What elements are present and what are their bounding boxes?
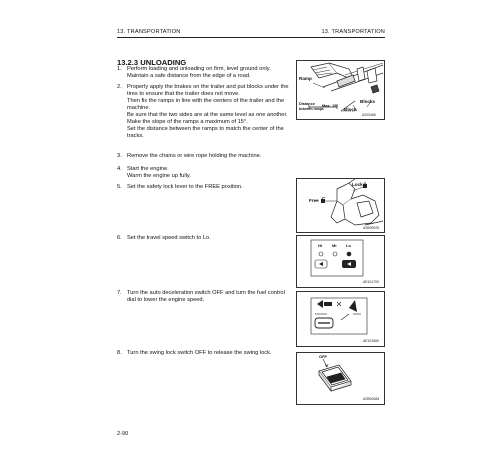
step-line: Set the safety lock lever to the FREE position.	[127, 184, 243, 190]
label-free: Free	[309, 198, 319, 203]
label-ramp: Ramp	[299, 76, 312, 81]
step-number: 5.	[117, 184, 122, 190]
lock-padlock-icon	[363, 184, 367, 188]
step-text	[127, 153, 261, 160]
auto-decel-panel	[297, 292, 384, 346]
hi-lamp-icon	[319, 252, 323, 256]
header-right: 13. TRANSPORTATION	[321, 29, 385, 35]
step-text	[127, 290, 285, 304]
step-number: 6.	[117, 235, 122, 241]
page-header	[117, 27, 385, 37]
header-rule	[117, 37, 385, 38]
figure-code: AE101700	[363, 280, 379, 284]
step-line: Turn the auto deceleration switch OFF and turn the fuel control	[127, 290, 285, 296]
step-line: Maintain a safe distance from the edge of a road.	[127, 73, 251, 79]
step-text	[127, 184, 243, 191]
lo-lamp-icon	[347, 252, 351, 256]
label-between-ramps: between ramps	[299, 107, 324, 111]
step-number: 1.	[117, 66, 122, 72]
figure-swing-lock-switch	[296, 352, 385, 405]
step-line: Set the travel speed switch to Lo.	[127, 235, 211, 241]
lock-lever-illustration	[297, 179, 384, 232]
header-left: 13. TRANSPORTATION	[117, 29, 181, 35]
decel-symbol-icon	[317, 300, 323, 308]
step-number: 3.	[117, 153, 122, 159]
step-text	[127, 84, 289, 140]
section-title: 13.2.3 UNLOADING	[117, 58, 187, 67]
figure-travel-speed-switch	[296, 235, 385, 288]
step-number: 4.	[117, 166, 122, 172]
step-line: machine.	[127, 105, 151, 111]
label-max-slope: Max. 15°	[322, 103, 339, 108]
label-lock: Lock	[352, 182, 363, 187]
step-line: Properly apply the brakes on the trailer and put blocks under the	[127, 84, 289, 90]
page-number: 2-90	[117, 431, 129, 437]
figure-code: &SB00384	[363, 397, 380, 401]
step-number: 8.	[117, 350, 122, 356]
figure-code: &SB00920	[363, 226, 380, 230]
figure-code: AE101560	[363, 339, 379, 343]
step-line: tracks.	[127, 133, 144, 139]
step-text	[127, 66, 271, 80]
step-line: Then fix the ramps in line with the centers of the trailer and the	[127, 98, 285, 104]
label-hi: Hi	[318, 243, 322, 248]
label-distance: Distance	[299, 102, 315, 106]
label-lo: Lo	[346, 243, 351, 248]
step-line: tires to ensure that the trailer does not move.	[127, 91, 240, 97]
figure-code: &200468	[362, 113, 376, 117]
fuel-dial-icon	[349, 300, 357, 312]
step-number: 7.	[117, 290, 122, 296]
mi-lamp-icon	[333, 252, 337, 256]
step-line: Start the engine.	[127, 166, 169, 172]
step-line: Remove the chains or wire rope holding the machine.	[127, 153, 262, 159]
free-padlock-icon	[321, 199, 325, 203]
figure-lock-lever	[296, 178, 385, 233]
step-line: Make the slope of the ramps a maximum of 15°.	[127, 119, 248, 125]
label-off: OFF	[319, 354, 327, 359]
step-text	[127, 235, 211, 242]
figure-auto-decel-switch	[296, 291, 385, 347]
step-line: dial to lower the engine speed.	[127, 297, 205, 303]
step-line: Set the distance between the ramps to match the center of the	[127, 126, 284, 132]
step-text	[127, 350, 272, 357]
step-number: 2.	[117, 84, 122, 90]
step-line: Turn the swing lock switch OFF to release the swing lock.	[127, 350, 272, 356]
step-text	[127, 166, 191, 180]
label-block: Block	[344, 107, 357, 112]
step-line: Perform loading and unloading on firm, level ground only.	[127, 66, 271, 72]
step-line: Warm the engine up fully.	[127, 173, 191, 179]
step-line: Be sure that the two sides are at the same level as one another.	[127, 112, 288, 118]
label-mi: Mi	[332, 243, 337, 248]
figure-ramp-blocks	[296, 60, 385, 120]
label-blocks: Blocks	[360, 99, 376, 104]
